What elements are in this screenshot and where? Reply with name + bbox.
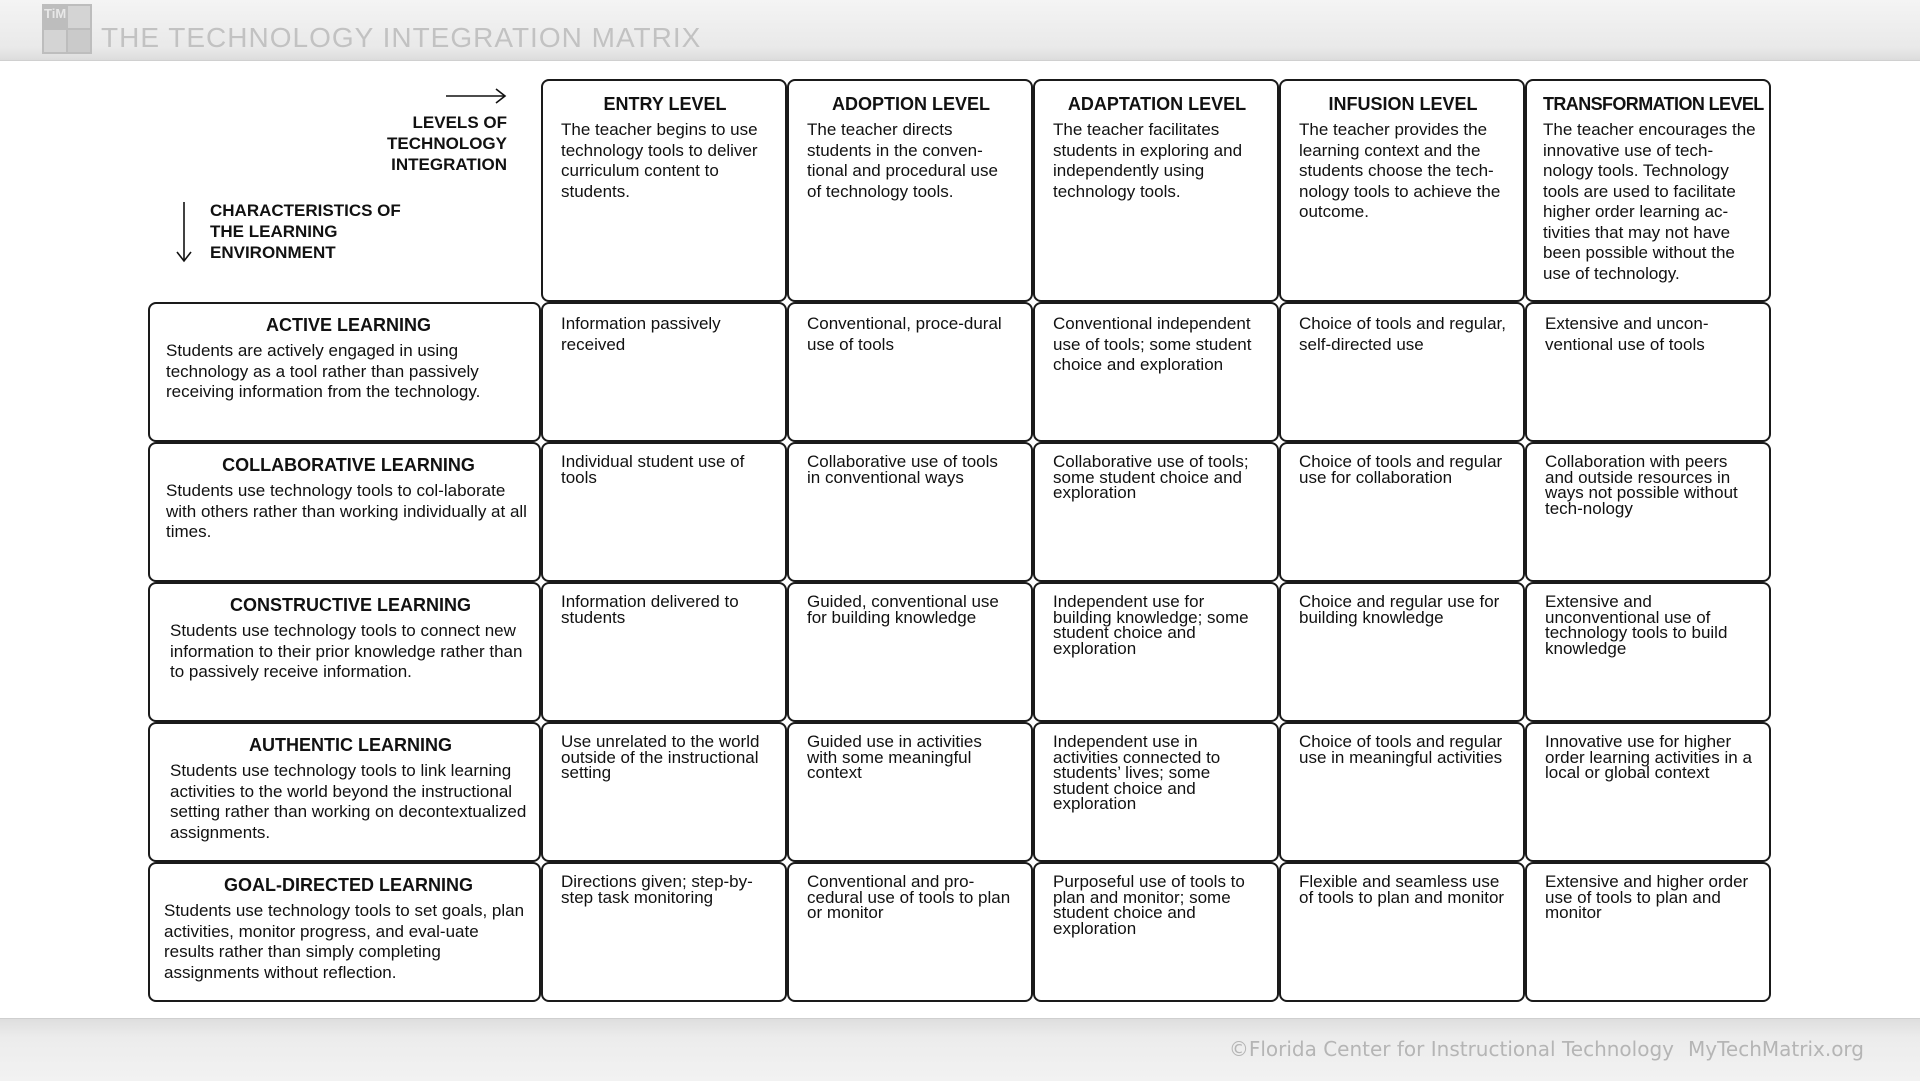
cell-text: Choice of tools and regular, self-directed use [1299,314,1506,354]
matrix-cell [1033,302,1279,442]
tim-logo-icon [42,4,92,54]
cell-text: Extensive and uncon-ventional use of tools [1545,314,1709,354]
level-header-adaptation [1033,79,1279,302]
matrix-cell [1279,862,1525,1002]
cell-text: Conventional independent use of tools; some student choice and exploration [1053,314,1252,374]
matrix-cell [541,302,787,442]
cell-text: Collaborative use of tools in conventional ways [807,452,998,487]
matrix-cell [1033,442,1279,582]
header-band [0,0,1920,61]
row-title: AUTHENTIC LEARNING [249,735,452,755]
characteristics-label: CHARACTERISTICS OF THE LEARNING ENVIRONMENT [210,201,401,262]
matrix-cell [1525,722,1771,862]
footer-credits [1229,1037,1864,1061]
cell-text: Use unrelated to the world outside of the instructional setting [561,732,760,782]
cell-text: Individual student use of tools [561,452,745,487]
row-title: COLLABORATIVE LEARNING [222,455,475,475]
cell-text: Flexible and seamless use of tools to plan and monitor [1299,872,1505,907]
level-title: ADAPTATION LEVEL [1067,94,1247,114]
level-description: The teacher facilitates students in exploring and independently using technology tools. [1053,120,1243,201]
cell-text: Guided, conventional use for building knowledge [807,592,999,627]
row-description: Students use technology tools to col-laborate with others rather than working individually at all times. [166,481,527,541]
matrix-cell [787,442,1033,582]
matrix-cell [1033,582,1279,722]
level-title: ENTRY LEVEL [603,94,727,114]
row-description: Students use technology tools to connect new information to their prior knowledge rather than to passively receive information. [170,621,523,681]
matrix-cell [541,862,787,1002]
matrix-cell [787,582,1033,722]
arrow-down-icon [174,202,194,264]
cell-text: Conventional and pro-cedural use of tools to plan or monitor [807,872,1011,922]
level-description: The teacher provides the learning context and the students choose the tech-nology tools to achieve the outcome. [1299,120,1501,221]
matrix-cell [787,722,1033,862]
matrix-cell [541,722,787,862]
cell-text: Conventional, proce-dural use of tools [807,314,1002,354]
row-header-authentic-learning [148,722,541,862]
cell-text: Independent use in activities connected to students’ lives; some student choice and exploration [1053,732,1221,813]
row-header-collaborative-learning [148,442,541,582]
level-header-infusion [1279,79,1525,302]
matrix-cell [1525,862,1771,1002]
level-description: The teacher encourages the innovative use of tech-nology tools. Technology tools are used to facilitate higher order learning ac-tivities that may not have been possible without the use of technology. [1543,120,1756,283]
matrix-cell [1279,582,1525,722]
cell-text: Collaboration with peers and outside resources in ways not possible without tech-nology [1545,452,1738,518]
cell-text: Information delivered to students [561,592,739,627]
row-description: Students are actively engaged in using technology as a tool rather than passively receiving information from the technology. [166,341,481,401]
matrix-cell [1525,582,1771,722]
level-title: INFUSION LEVEL [1328,94,1478,114]
copyright-text: ©Florida Center for Instructional Technology [1228,1037,1674,1061]
cell-text: Choice of tools and regular use in meaningful activities [1299,732,1503,767]
cell-text: Extensive and higher order use of tools to plan and monitor [1545,872,1749,922]
matrix-cell [541,582,787,722]
matrix-cell [1279,442,1525,582]
matrix-cell [787,862,1033,1002]
matrix-cell [1033,862,1279,1002]
level-description: The teacher directs students in the conven-tional and procedural use of technology tools. [807,120,998,201]
cell-text: Extensive and unconventional use of technology tools to build knowledge [1545,592,1728,658]
cell-text: Choice and regular use for building knowledge [1299,592,1500,627]
level-header-transformation [1525,79,1771,302]
row-header-active-learning [148,302,541,442]
row-header-constructive-learning [148,582,541,722]
row-description: Students use technology tools to link learning activities to the world beyond the instructional setting rather than working on decontextualized assignments. [170,761,527,842]
level-description: The teacher begins to use technology tools to deliver curriculum content to students. [561,120,758,201]
site-link[interactable]: MyTechMatrix.org [1687,1037,1864,1061]
matrix-cell [1525,442,1771,582]
row-title: ACTIVE LEARNING [265,315,431,335]
levels-of-integration-label: LEVELS OF TECHNOLOGY INTEGRATION [387,113,507,174]
row-header-goal-directed-learning [148,862,541,1002]
row-title: GOAL-DIRECTED LEARNING [224,875,473,895]
matrix-cell [541,442,787,582]
page-title: THE TECHNOLOGY INTEGRATION MATRIX [101,22,702,53]
matrix-cell [1279,302,1525,442]
cell-text: Purposeful use of tools to plan and monitor; some student choice and exploration [1053,872,1245,938]
cell-text: Collaborative use of tools; some student choice and exploration [1053,452,1249,502]
arrow-right-icon [446,86,508,106]
row-description: Students use technology tools to set goals, plan activities, monitor progress, and eval-uate results rather than simply completing assignments without reflection. [164,901,525,982]
cell-text: Directions given; step-by-step task monitoring [561,872,753,907]
level-header-entry [541,79,787,302]
level-title: ADOPTION LEVEL [831,94,990,114]
cell-text: Choice of tools and regular use for collaboration [1299,452,1503,487]
matrix-cell [1525,302,1771,442]
matrix-cell [787,302,1033,442]
row-title: CONSTRUCTIVE LEARNING [229,595,471,615]
matrix-cell [1033,722,1279,862]
matrix-cell [1279,722,1525,862]
cell-text: Independent use for building knowledge; some student choice and exploration [1053,592,1249,658]
level-title: TRANSFORMATION LEVEL [1543,94,1764,114]
cell-text: Guided use in activities with some meaningful context [807,732,982,782]
footer-band [0,1018,1920,1081]
level-header-adoption [787,79,1033,302]
cell-text: Innovative use for higher order learning activities in a local or global context [1545,732,1752,782]
cell-text: Information passively received [561,314,721,354]
svg-text:TiM: TiM [44,6,67,21]
